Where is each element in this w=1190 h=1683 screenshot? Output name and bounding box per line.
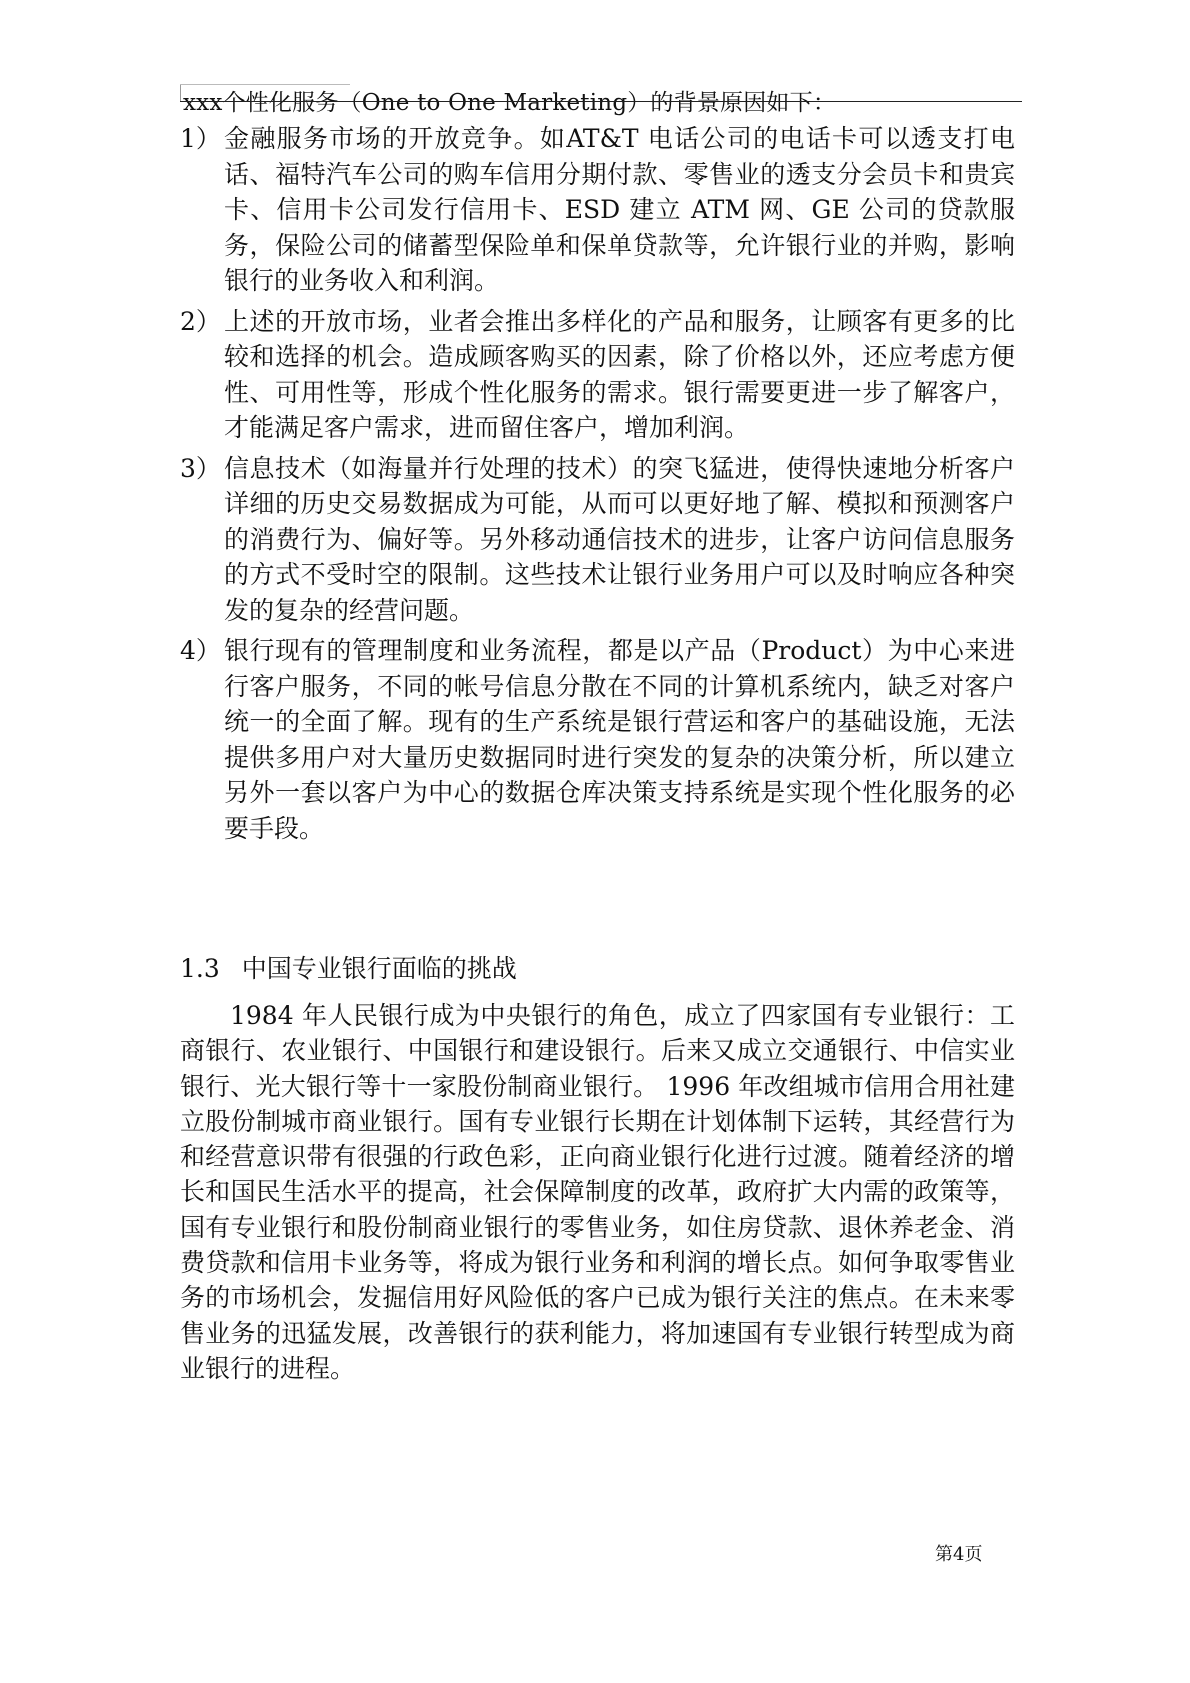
list-item: [180, 121, 1015, 299]
list-item-number: 1）: [180, 124, 221, 153]
list-item: [180, 304, 1015, 446]
section-number: 1.3: [180, 954, 220, 983]
list-item-text: 金融服务市场的开放竞争。如AT&T 电话公司的电话卡可以透支打电话、福特汽车公司的购车信用分期付款、零售业的透支分会员卡和贵宾卡、信用卡公司发行信用卡、ESD 建立 ATM 网、GE 公司的贷款服务，保险公司的储蓄型保险单和保单贷款等，允许银行业的并购，影响银行的业务收入和利润。: [224, 124, 1015, 295]
section-title: 中国专业银行面临的挑战: [241, 954, 517, 983]
list-item-text: 信息技术（如海量并行处理的技术）的突飞猛进，使得快速地分析客户详细的历史交易数据成为可能，从而可以更好地了解、模拟和预测客户的消费行为、偏好等。另外移动通信技术的进步，让客户访问信息服务的方式不受时空的限制。这些技术让银行业务用户可以及时响应各种突发的复杂的经营问题。: [224, 453, 1015, 625]
list-item-number: 4）: [180, 636, 221, 665]
header-corner-mark-top: [180, 84, 350, 85]
list-item-text: 上述的开放市场，业者会推出多样化的产品和服务，让顾客有更多的比较和选择的机会。造成顾客购买的因素，除了价格以外，还应考虑方便性、可用性等，形成个性化服务的需求。银行需要更进一步了解客户，才能满足客户需求，进而留住客户，增加利润。: [224, 306, 1015, 442]
list-item-number: 2）: [180, 306, 221, 336]
header-rule: [180, 101, 1022, 102]
list-item-number: 3）: [180, 453, 221, 483]
page-number: 第4页: [935, 1544, 983, 1565]
section-heading: [180, 952, 517, 986]
reason-list: [180, 121, 1015, 851]
list-item: [180, 451, 1015, 629]
body-paragraph: 1984 年人民银行成为中央银行的角色，成立了四家国有专业银行：工商银行、农业银行、中国银行和建设银行。后来又成立交通银行、中信实业银行、光大银行等十一家股份制商业银行。 1996 年改组城市信用合用社建立股份制城市商业银行。国有专业银行长期在计划体制下运转，其经营行为和经营意识带有很强的行政色彩，正向商业银行化进行过渡。随着经济的增长和国民生活水平的提高，社会保障制度的改革，政府扩大内需的政策等，国有专业银行和股份制商业银行的零售业务，如住房贷款、退休养老金、消费贷款和信用卡业务等，将成为银行业务和利润的增长点。如何争取零售业务的市场机会，发掘信用好风险低的客户已成为银行关注的焦点。在未来零售业务的迅猛发展，改善银行的获利能力，将加速国有专业银行转型成为商业银行的进程。: [180, 1001, 1015, 1383]
header-corner-mark: [180, 84, 181, 102]
list-item: [180, 633, 1015, 846]
page-header-text: xxx个性化服务（One to One Marketing）的背景原因如下：: [183, 90, 837, 116]
list-item-text: 银行现有的管理制度和业务流程，都是以产品（Product）为中心来进行客户服务，不同的帐号信息分散在不同的计算机系统内，缺乏对客户统一的全面了解。现有的生产系统是银行营运和客户的基础设施，无法提供多用户对大量历史数据同时进行突发的复杂的决策分析，所以建立另外一套以客户为中心的数据仓库决策支持系统是实现个性化服务的必要手段。: [224, 636, 1015, 843]
